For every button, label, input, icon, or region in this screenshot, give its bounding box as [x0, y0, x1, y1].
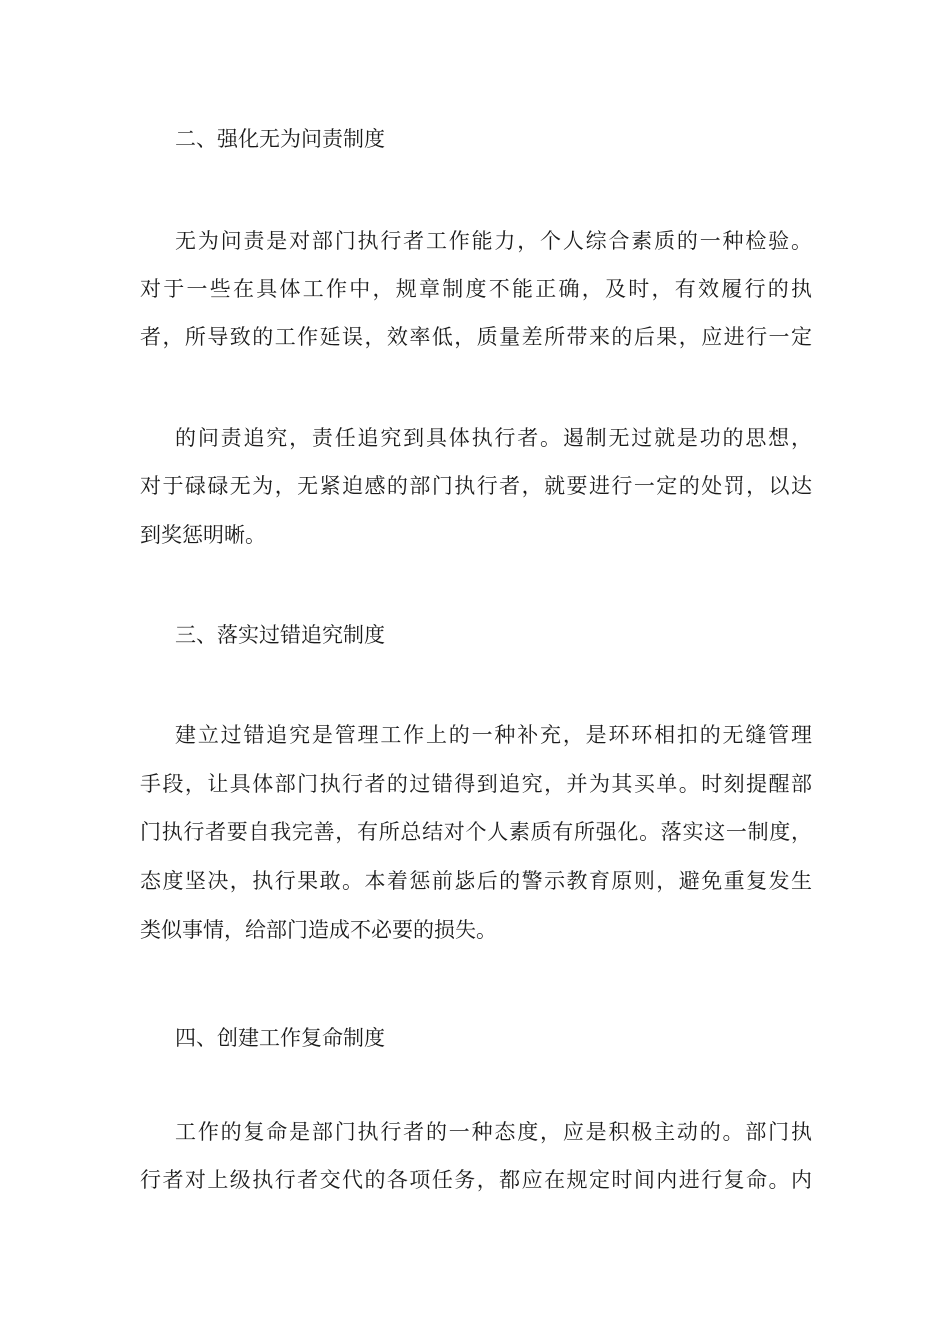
paragraph-line: 行者对上级执行者交代的各项任务，都应在规定时间内进行复命。内: [140, 1168, 812, 1192]
paragraph-line: 态度坚决，执行果敢。本着惩前毖后的警示教育原则，避免重复发生: [140, 869, 812, 893]
paragraph-line: 无为问责是对部门执行者工作能力，个人综合素质的一种检验。: [175, 229, 812, 253]
section-heading-4: 四、创建工作复命制度: [175, 1026, 385, 1050]
paragraph-line: 到奖惩明晰。: [140, 523, 266, 547]
paragraph-line: 的问责追究，责任追究到具体执行者。遏制无过就是功的思想，: [175, 426, 812, 450]
paragraph-line: 手段，让具体部门执行者的过错得到追究，并为其买单。时刻提醒部: [140, 772, 812, 796]
paragraph-line: 对于一些在具体工作中，规章制度不能正确，及时，有效履行的执: [140, 277, 812, 301]
paragraph-line: 对于碌碌无为，无紧迫感的部门执行者，就要进行一定的处罚，以达: [140, 474, 812, 498]
section-heading-2: 二、强化无为问责制度: [175, 127, 385, 151]
paragraph-line: 门执行者要自我完善，有所总结对个人素质有所强化。落实这一制度，: [140, 820, 812, 844]
section-heading-3: 三、落实过错追究制度: [175, 623, 385, 647]
paragraph-line: 类似事情，给部门造成不必要的损失。: [140, 918, 497, 942]
paragraph-line: 者，所导致的工作延误，效率低，质量差所带来的后果，应进行一定: [140, 325, 812, 349]
paragraph-line: 工作的复命是部门执行者的一种态度，应是积极主动的。部门执: [175, 1120, 812, 1144]
paragraph-line: 建立过错追究是管理工作上的一种补充，是环环相扣的无缝管理: [175, 723, 812, 747]
